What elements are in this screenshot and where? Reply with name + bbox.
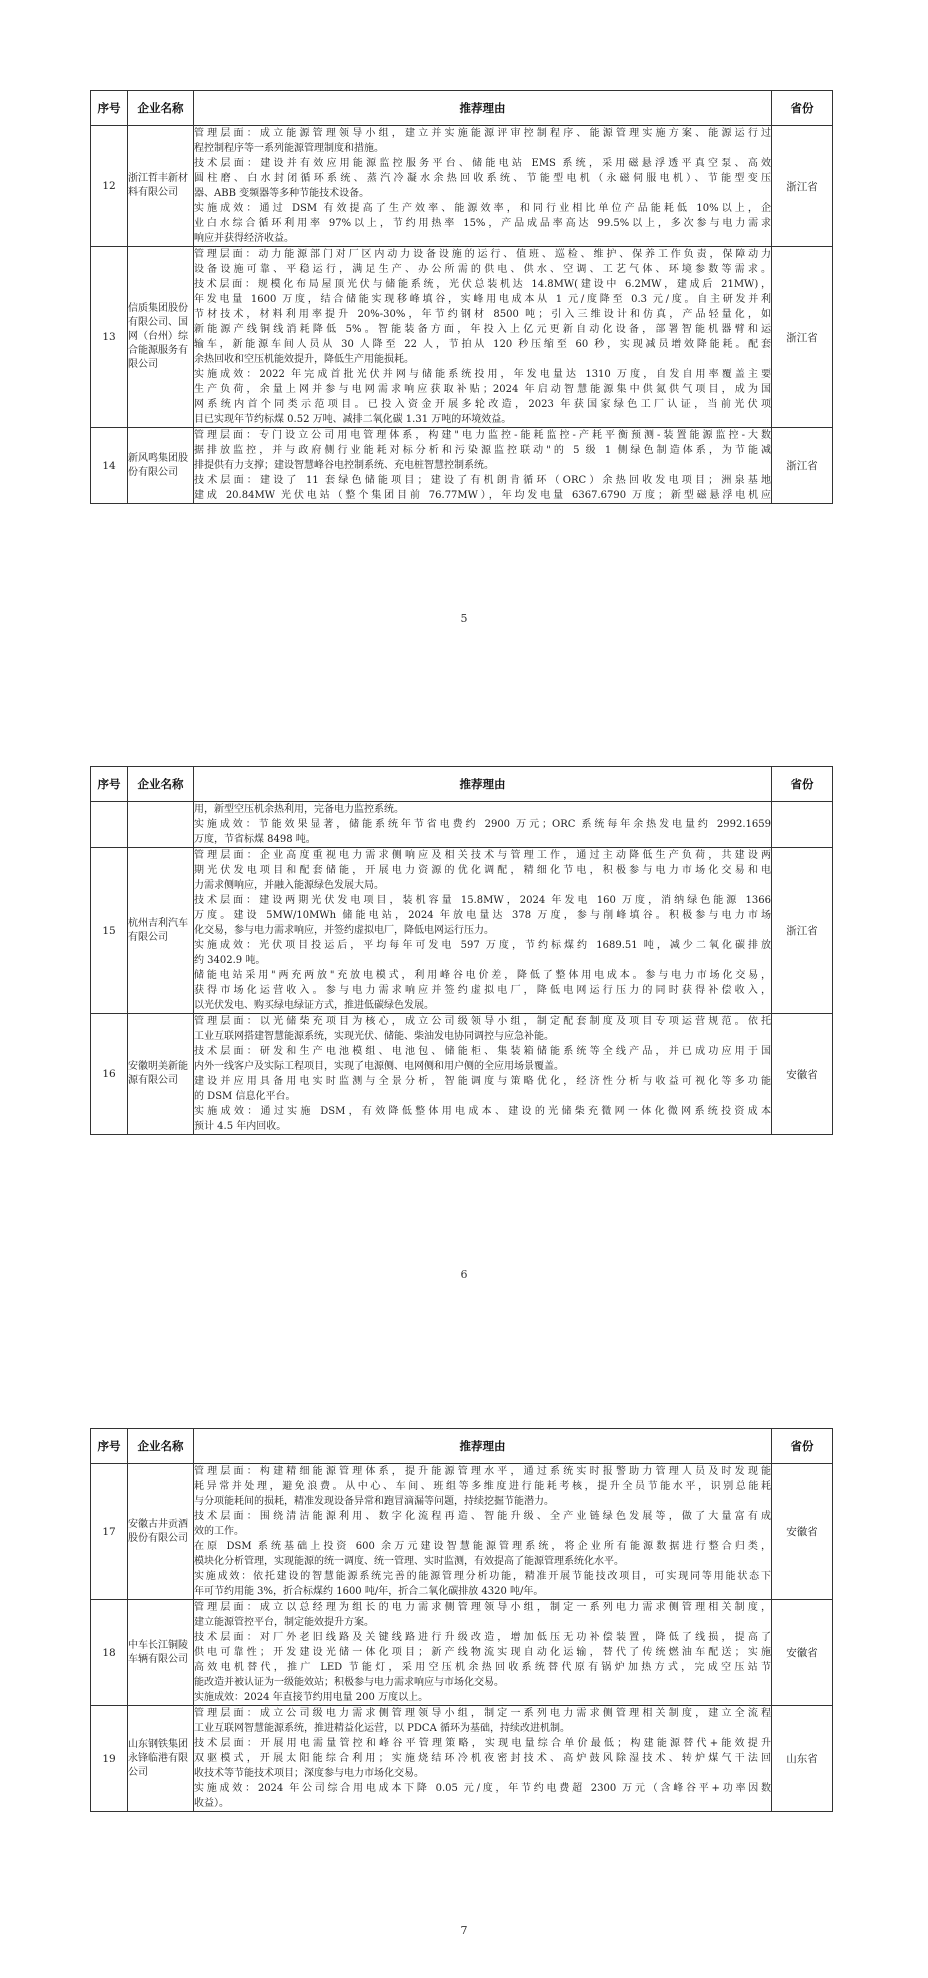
- reason-line: 技术层面：研发和生产电池模组、电池包、储能柜、集装箱储能系统等全线产品，并已成功应用于国: [194, 1046, 771, 1057]
- recommendation-reason: [194, 247, 772, 428]
- reason-line: 供电可靠性；开发建设光储一体化项目；新产线物流实现自动化运输，替代了传统燃油车配送；实施: [194, 1647, 771, 1658]
- reason-line: 管理层面：动力能源部门对厂区内动力设备设施的运行、值班、巡检、维护、保养工作负责，保障动力: [194, 249, 771, 260]
- province: 安徽省: [772, 1600, 833, 1706]
- recommendation-table: [90, 90, 833, 504]
- province: 浙江省: [772, 247, 833, 428]
- recommendation-table: [90, 1428, 833, 1812]
- company-name-line: 永锋临港有限: [128, 1752, 188, 1764]
- reason-line: 收益）。: [194, 1798, 229, 1809]
- reason-line: 万度，节省标煤 8498 吨。: [194, 834, 316, 845]
- reason-line: 化交易，参与电力需求响应，并签约虚拟电厂，降低电网运行压力。: [194, 925, 494, 936]
- reason-line: 建设并应用具备用电实时监测与全景分析，智能调度与策略优化，经济性分析与收益可视化等多功能: [194, 1076, 771, 1087]
- company-name-line: 中车长江铜陵: [128, 1639, 188, 1651]
- row-number: 17: [91, 1464, 128, 1600]
- company-name-line: 公司: [128, 1766, 148, 1778]
- company-name-line: 安徽明美新能: [128, 1061, 188, 1072]
- table-row: [91, 428, 833, 504]
- reason-line: 预计 4.5 年内回收。: [194, 1121, 287, 1132]
- reason-line: 万度。建设 5MW/10MWh 储能电站，2024 年放电量达 378 万度，参与削峰填谷。积极参与电力市场: [194, 910, 771, 921]
- header-province: 省份: [772, 1429, 833, 1464]
- reason-line: 余热回收和空压机能效提升，降低生产用能损耗。: [194, 354, 414, 365]
- header-no: 序号: [91, 767, 128, 802]
- reason-line: 内外一线客户及实际工程项目，实现了电源侧、电网侧和用户侧的全应用场景覆盖。: [194, 1061, 564, 1072]
- reason-line: 双驱模式，开展太阳能综合利用；实施烧结环冷机夜密封技术、高炉鼓风除湿技术、转炉煤气干法回: [194, 1753, 771, 1764]
- reason-line: 管理层面：专门设立公司用电管理体系，构建"电力监控-能耗监控-产耗平衡预测-装置能源监控-大数: [194, 430, 771, 441]
- reason-line: 耗异常并处理，避免浪费。从中心、车间、班组等多维度进行能耗考核，提升全员节能水平，识别总能耗: [194, 1481, 771, 1492]
- reason-line: 效的工作。: [194, 1526, 244, 1537]
- company-name-line: 料有限公司: [128, 187, 178, 198]
- reason-line: 程控制程序等一系列能源管理制度和措施。: [194, 143, 384, 154]
- company-name-line: 浙江哲丰新材: [128, 173, 188, 184]
- reason-line: 技术层面：围绕清洁能源利用、数字化流程再造、智能升级、全产业链绿色发展等，做了大量富有成: [194, 1511, 771, 1522]
- reason-line: 网系统内首个同类示范项目。已投入资金开展多轮改造，2023 年获国家绿色工厂认证，当前光伏项: [194, 399, 771, 410]
- table-row: [91, 848, 833, 1014]
- table-row: [91, 126, 833, 247]
- row-number: 16: [91, 1014, 128, 1135]
- reason-line: 的 DSM 信息化平台。: [194, 1091, 296, 1102]
- recommendation-reason: [194, 1706, 772, 1812]
- reason-line: 实施成效：依托建设的智慧能源系统完善的能源管理分析功能，精准开展节能技改项目，可实现同等用能状态下: [194, 1571, 771, 1582]
- reason-line: 约 3402.9 吨。: [194, 955, 266, 966]
- reason-line: 节材技术，材料利用率提升 20%-30%，年节约钢材 8500 吨；引入三维设计和仿真，产品轻量化，如: [194, 309, 771, 320]
- company-name: [128, 1600, 194, 1706]
- reason-line: 实施成效：光伏项目投运后，平均每年可发电 597 万度，节约标煤约 1689.51 吨，减少二氧化碳排放: [194, 940, 771, 951]
- row-number: [91, 802, 128, 848]
- document-page-5: [0, 0, 928, 660]
- reason-line: 目已实现年节约标煤 0.52 万吨、减排二氧化碳 1.31 万吨的环境效益。: [194, 414, 512, 425]
- reason-line: 工业互联网智慧能源系统，推进精益化运营，以 PDCA 循环为基础，持续改进机制。: [194, 1723, 570, 1734]
- row-number: 13: [91, 247, 128, 428]
- reason-line: 在原 DSM 系统基础上投资 600 余万元建设智慧能源管理系统，将企业所有能源数据进行整合归类，: [194, 1541, 771, 1552]
- recommendation-table: [90, 766, 833, 1135]
- reason-line: 以光伏发电、购买绿电绿证方式，推进低碳绿色发展。: [194, 1000, 434, 1011]
- company-name: [128, 1014, 194, 1135]
- table-header-row: [91, 1429, 833, 1464]
- reason-line: 建立能源管控平台，制定能效提升方案。: [194, 1617, 374, 1628]
- header-province: 省份: [772, 767, 833, 802]
- reason-line: 技术层面：建设并有效应用能源监控服务平台、储能电站 EMS 系统，采用磁悬浮透平真空泵、高效: [194, 158, 771, 169]
- reason-line: 技术层面：开展用电需量管控和峰谷平管理策略，实现电量综合单价最低；构建能源替代+能效提升: [194, 1738, 771, 1749]
- reason-line: 力需求侧响应，并融入能源绿色发展大局。: [194, 880, 384, 891]
- company-name-line: 网（台州）综: [128, 331, 188, 342]
- reason-line: 技术层面：对厂外老旧线路及关键线路进行升级改造，增加低压无功补偿装置，降低了线损，提高了: [194, 1632, 771, 1643]
- header-reason: 推荐理由: [194, 91, 772, 126]
- reason-line: 能改造并被认证为一级能效站；积极参与电力需求响应与市场化交易。: [194, 1677, 504, 1688]
- reason-line: 与分项能耗间的损耗，精准发现设备异常和跑冒滴漏等问题，持续挖掘节能潜力。: [194, 1496, 554, 1507]
- company-name: [128, 802, 194, 848]
- company-name-line: 安徽古井贡酒: [128, 1518, 188, 1530]
- page-number: 6: [460, 1268, 468, 1281]
- reason-line: 管理层面：成立以总经理为组长的电力需求侧管理领导小组，制定一系列电力需求侧管理相关制度，: [194, 1602, 771, 1613]
- recommendation-reason: [194, 428, 772, 504]
- reason-line: 储能电站采用"两充两放"充放电模式，利用峰谷电价差，降低了整体用电成本。参与电力市场化交易，: [194, 970, 771, 981]
- reason-line: 实施成效：2024 年直接节约用电量 200 万度以上。: [194, 1692, 429, 1703]
- row-number: 12: [91, 126, 128, 247]
- reason-line: 响应并获得经济收益。: [194, 233, 294, 244]
- header-company: 企业名称: [128, 91, 194, 126]
- company-name: [128, 247, 194, 428]
- company-name-line: 新风鸣集团股: [128, 452, 188, 464]
- company-name-line: 股份有限公司: [128, 1532, 188, 1544]
- table-row: [91, 247, 833, 428]
- reason-line: 高效电机替代，推广 LED 节能灯，采用空压机余热回收系统替代原有锅炉加热方式，完成空压站节: [194, 1662, 771, 1673]
- province: [772, 802, 833, 848]
- reason-line: 实施成效：通过 DSM 有效提高了生产效率、能源效率，和同行业相比单位产品能耗低 10%以上，企: [194, 203, 771, 214]
- recommendation-reason: [194, 848, 772, 1014]
- province: 浙江省: [772, 126, 833, 247]
- document-page-7: [0, 1320, 928, 1978]
- reason-line: 技术层面：规模化布局屋顶光伏与储能系统，光伏总装机达 14.8MW(建设中 6.2MW，建成后 21MW)，: [194, 279, 771, 290]
- reason-line: 技术层面：建设两期光伏发电项目，装机容量 15.8MW，2024 年发电 160 万度，消纳绿色能源 1366: [194, 895, 771, 906]
- recommendation-reason: [194, 126, 772, 247]
- header-company: 企业名称: [128, 767, 194, 802]
- reason-line: 业白水综合循环利用率 97%以上，节约用热率 15%，产品成品率高达 99.5%以上，多次参与电力需求: [194, 218, 771, 229]
- header-no: 序号: [91, 91, 128, 126]
- company-name-line: 限公司: [128, 359, 158, 370]
- header-company: 企业名称: [128, 1429, 194, 1464]
- header-reason: 推荐理由: [194, 1429, 772, 1464]
- company-name-line: 份有限公司: [128, 466, 178, 478]
- table-header-row: [91, 767, 833, 802]
- row-number: 18: [91, 1600, 128, 1706]
- reason-line: 年可节约用能 3%，折合标煤约 1600 吨/年，折合二氧化碳排放 4320 吨/年。: [194, 1586, 544, 1597]
- reason-line: 期光伏发电项目和配套储能，开展电力资源的优化调配，精细化节电，积极参与电力市场化交易和电: [194, 865, 771, 876]
- reason-line: 输车，新能源车间人员从 30 人降至 22 人，节拍从 120 秒压缩至 60 秒，实现减员增效降能耗。配套: [194, 339, 771, 350]
- recommendation-reason: [194, 1014, 772, 1135]
- header-province: 省份: [772, 91, 833, 126]
- row-number: 19: [91, 1706, 128, 1812]
- reason-line: 获得市场化运营收入。参与电力需求响应并签约虚拟电厂，降低电网运行压力的同时获得补偿收入，: [194, 985, 771, 996]
- table-row: [91, 1014, 833, 1135]
- table-row: [91, 1706, 833, 1812]
- reason-line: 新能源产线铜线消耗降低 5%。智能装备方面，年投入上亿元更新自动化设备，部署智能机器臂和运: [194, 324, 771, 335]
- table-row-continued: [91, 802, 833, 848]
- table-header-row: [91, 91, 833, 126]
- company-name-line: 车辆有限公司: [128, 1653, 188, 1665]
- reason-line: 技术层面：建设了 11 套绿色储能项目；建设了有机朗肯循环（ORC）余热回收发电项目；洲泉基地: [194, 475, 771, 486]
- company-name: [128, 428, 194, 504]
- reason-line: 排提供有力支撑；建设智慧峰谷电控制系统、充电桩智慧控制系统。: [194, 460, 494, 471]
- row-number: 14: [91, 428, 128, 504]
- reason-line: 用，新型空压机余热利用，完备电力监控系统。: [194, 804, 404, 815]
- row-number: 15: [91, 848, 128, 1014]
- company-name-line: 信质集团股份: [128, 303, 188, 314]
- reason-line: 实施成效：节能效果显著，储能系统年节省电费约 2900 万元；ORC 系统每年余热发电量约 2992.1659: [194, 819, 771, 830]
- reason-line: 实施成效：2024 年公司综合用电成本下降 0.05 元/度，年节约电费超 2300 万元（含峰谷平+功率因数: [194, 1783, 771, 1794]
- table-row: [91, 1600, 833, 1706]
- reason-line: 管理层面：成立能源管理领导小组，建立并实施能源评审控制程序、能源管理实施方案、能源运行过: [194, 128, 771, 139]
- province: 浙江省: [772, 428, 833, 504]
- recommendation-reason: [194, 1464, 772, 1600]
- page-number: 5: [460, 612, 468, 625]
- company-name: [128, 126, 194, 247]
- company-name-line: 合能源服务有: [128, 345, 188, 356]
- company-name-line: 有限公司: [128, 931, 168, 943]
- reason-line: 收技术等节能技术项目；深度参与电力市场化交易。: [194, 1768, 424, 1779]
- reason-line: 实施成效：通过实施 DSM，有效降低整体用电成本、建设的光储柴充微网一体化微网系统投资成本: [194, 1106, 771, 1117]
- page-number: 7: [460, 1924, 468, 1937]
- company-name-line: 山东钢铁集团: [128, 1738, 188, 1750]
- header-no: 序号: [91, 1429, 128, 1464]
- document-page-6: [0, 660, 928, 1320]
- recommendation-reason: [194, 1600, 772, 1706]
- company-name-line: 杭州吉利汽车: [128, 917, 188, 929]
- reason-line: 建成 20.84MW 光伏电站（整个集团目前 76.77MW），年均发电量 6367.6790 万度；新型磁悬浮电机应: [194, 490, 771, 501]
- recommendation-reason: [194, 802, 772, 848]
- reason-line: 管理层面：构建精细能源管理体系，提升能源管理水平，通过系统实时报警助力管理人员及时发现能: [194, 1466, 771, 1477]
- reason-line: 实施成效：2022 年完成首批光伏并网与储能系统投用，年发电量达 1310 万度，自发自用率覆盖主要: [194, 369, 771, 380]
- reason-line: 据排放监控，并与政府侧行业能耗对标分析和污染源监控联动"的 5 级 1 侧绿色制造体系，为节能减: [194, 445, 771, 456]
- reason-line: 生产负荷，余量上网并参与电网需求响应获取补贴；2024 年启动智慧能源集中供氮供气项目，成为国: [194, 384, 771, 395]
- company-name-line: 源有限公司: [128, 1075, 178, 1086]
- company-name-line: 有限公司、国: [128, 317, 188, 328]
- reason-line: 管理层面：以光储柴充项目为核心，成立公司级领导小组，制定配套制度及项目专项运营规范。依托: [194, 1016, 771, 1027]
- reason-line: 器、ABB 变频器等多种节能技术设备。: [194, 188, 370, 199]
- reason-line: 管理层面：企业高度重视电力需求侧响应及相关技术与管理工作，通过主动降低生产负荷，共建设两: [194, 850, 771, 861]
- company-name: [128, 1464, 194, 1600]
- province: 安徽省: [772, 1464, 833, 1600]
- reason-line: 设备设施可靠、平稳运行，满足生产、办公所需的供电、供水、空调、工艺气体、环境参数等需求。: [194, 264, 771, 275]
- table-row: [91, 1464, 833, 1600]
- reason-line: 管理层面：成立公司级电力需求侧管理领导小组，制定一系列电力需求侧管理相关制度，建立全流程: [194, 1708, 771, 1719]
- reason-line: 模块化分析管理，实现能源的统一调度、统一管理、实时监测，有效提高了能源管理系统化水平。: [194, 1556, 624, 1567]
- province: 山东省: [772, 1706, 833, 1812]
- province: 安徽省: [772, 1014, 833, 1135]
- province: 浙江省: [772, 848, 833, 1014]
- company-name: [128, 848, 194, 1014]
- header-reason: 推荐理由: [194, 767, 772, 802]
- reason-line: 年发电量 1600 万度，结合储能实现移峰填谷，实峰用电成本从 1 元/度降至 0.3 元/度。自主研发并利: [194, 294, 771, 305]
- company-name: [128, 1706, 194, 1812]
- reason-line: 圆柱磨、白水封闭循环系统、蒸汽冷凝水余热回收系统、节能型电机（永磁伺服电机）、节能型变压: [194, 173, 771, 184]
- reason-line: 工业互联网搭建智慧能源系统，实现光伏、储能、柴油发电协同调控与应急补能。: [194, 1031, 554, 1042]
